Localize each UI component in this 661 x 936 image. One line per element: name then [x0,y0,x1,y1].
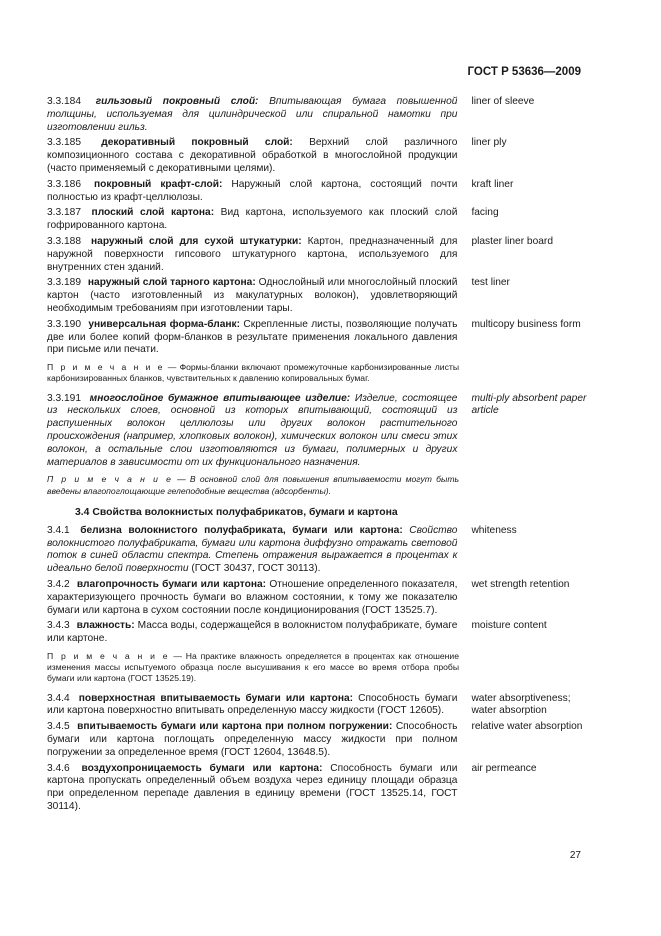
entry-term: влагопрочность бумаги или картона: [76,578,267,590]
entry-number: 3.4.6 [47,762,70,774]
entry-term: многослойное бумажное впитывающее изделие: [89,392,351,404]
entry-definition: Способность бумаги или картона пропускать определенный объем воздуха через единицу площади образца при определенном перепаде давления в единицу времени (ГОСТ 13525.14, ГОСТ 30114). [47,762,458,812]
entry-definition: Однослойный или многослойный плоский картон (часто изготовленный из макулатурных волокон), удовлетворяющий необходимым требованиям при изготовлении тары. [47,277,458,314]
note-label: П р и м е ч а н и е [47,474,173,485]
entry-number: 3.3.186 [47,178,81,190]
entry-3-3-185 [47,137,587,175]
note-text: — В основной слой для повышения впитываемости могут быть введены влагопоглощающие гелеподобные вещества (адсорбенты). [47,474,459,496]
entry-english: moisture content [471,620,547,632]
entry-number: 3.3.188 [47,235,81,247]
entry-english: test liner [471,277,510,289]
entry-english: plaster liner board [471,235,553,247]
note-moisture [47,651,459,685]
entry-english: liner ply [471,137,507,149]
entry-definition: Способность бумаги или картона поглощать определенную массу жидкости при полном погружении за определенное время (ГОСТ 12604, 13648.5). [47,721,458,758]
entry-3-4-5 [47,721,587,759]
entry-3-4-4 [47,693,587,719]
entry-definition: Наружный слой картона, состоящий почти полностью из крафт-целлюлозы. [47,178,458,203]
entry-3-3-186 [47,179,587,205]
entry-definition: Масса воды, содержащейся в волокнистом полуфабрикате, бумаге или картоне. [47,620,458,645]
entry-3-3-187 [47,207,587,233]
entry-definition: Свойство волокнистого полуфабриката, бумаги или картона диффузно отражать световой поток в синей области спектра. Степень отражения выражается в процентах к идеально белой поверхности [47,524,458,575]
entry-number: 3.3.190 [47,318,81,330]
entry-definition: Изделие, состоящее из нескольких слоев, основной из которых впитывающий, состоящий из распушенных волокон целлюлозы или других волокон растительного происхождения (например, хлопковых волокон), химических волокон или смеси этих волокон, а остальные слои изготовляются из бумаги, полимерных и других материалов в зависимости от их функционального назначения. [47,392,458,468]
entry-term: покровный крафт-слой: [94,178,223,190]
entry-3-4-2 [47,579,587,617]
entry-definition: Впитывающая бумага повышенной толщины, используемая для цилиндрической или спиральной намотки при изготовлении гильз. [47,96,458,133]
entry-english: whiteness [471,524,517,536]
entry-number: 3.4.1 [47,524,70,536]
section-heading [75,507,587,518]
entry-term: декоративный покровный слой: [101,137,293,149]
entry-english: relative water absorption [471,721,583,733]
entry-english: water absorptiveness; water absorption [471,692,571,717]
entry-term: гильзовый покровный слой: [95,96,259,107]
entry-english: kraft liner [471,178,514,190]
entry-definition: Картон, предназначенный для наружной поверхности гипсового штукатурного картона, используемого для внутренних стен зданий. [47,235,458,273]
entry-term: универсальная форма-бланк: [88,318,241,330]
note-label: П р и м е ч а н и е [47,362,165,373]
entry-english: multicopy business form [471,318,581,330]
document-id: ГОСТ Р 53636—2009 [467,66,581,78]
entry-english: air permeance [471,762,537,774]
entry-3-3-184 [47,96,587,134]
entry-english: facing [471,207,499,219]
entry-term: воздухопроницаемость бумаги или картона: [81,762,323,774]
section-title: Свойства волокнистых полуфабрикатов, бумаги и картона [92,506,398,518]
glossary-content [47,96,587,817]
entry-english: liner of sleeve [471,96,535,107]
note-absorbent [47,474,459,496]
entry-number: 3.4.2 [47,578,70,590]
entry-number: 3.4.5 [47,721,70,733]
entry-number: 3.3.184 [47,96,81,107]
entry-3-3-189 [47,277,587,315]
entry-3-3-191 [47,393,587,470]
entry-3-4-3 [47,620,587,646]
entry-3-3-188 [47,236,587,274]
entry-3-4-6 [47,763,587,814]
page-number: 27 [569,850,581,861]
entry-definition: Отношение определенного показателя, характеризующего прочность бумаги во влажном состоянии, к тому же показателю бумаги или картона в сухом состоянии после кондиционирования (ГОСТ 13525.7). [47,578,458,616]
entry-number: 3.4.4 [47,692,70,704]
entry-term: белизна волокнистого полуфабриката, бумаги или картона: [80,524,403,536]
entry-definition: Верхний слой различного композиционного состава с декоративной обработкой в многослойной продукции (часто применяемый с декоративными целями). [47,137,458,174]
entry-term: впитываемость бумаги или картона при полном погружении: [77,721,393,733]
entry-english: multi-ply absorbent paper article [471,392,587,417]
entry-number: 3.3.187 [47,207,81,219]
section-number: 3.4 [75,506,90,518]
entry-term: влажность: [76,620,135,632]
entry-term: наружный слой тарного картона: [87,277,256,289]
entry-reference: (ГОСТ 30437, ГОСТ 30113). [191,563,321,575]
note-text: — Формы-бланки включают промежуточные карбонизированные листы карбонизированных бланков, чувствительных к давлению копировальных бумаг. [47,362,459,384]
entry-number: 3.3.191 [47,392,81,404]
entry-number: 3.3.189 [47,277,81,289]
entry-term: плоский слой картона: [91,207,215,219]
note-text: — На практике влажность определяется в процентах как отношение изменения массы испытуемого образца после высушивания к его массе во время отбора пробы бумаги или картона (ГОСТ 13525.19). [47,650,459,684]
note-forms [47,362,459,384]
entry-english: wet strength retention [471,578,570,590]
entry-3-3-190 [47,319,587,357]
entry-definition: Вид картона, используемого как плоский слой гофрированного картона. [47,207,458,232]
entry-definition: Способность бумаги или картона поверхностно впитывать определенную массу жидкости (ГОСТ 12605). [47,692,458,717]
entry-number: 3.3.185 [47,137,81,149]
entry-term: наружный слой для сухой штукатурки: [91,235,302,247]
entry-definition: Скрепленные листы, позволяющие получать две или более копий форм-бланков в результате применения локального давления при письме или печати. [47,318,458,356]
entry-3-4-1 [47,525,587,576]
note-label: П р и м е ч а н и е [47,650,170,661]
entry-term: поверхностная впитываемость бумаги или картона: [78,692,354,704]
entry-number: 3.4.3 [47,620,70,632]
